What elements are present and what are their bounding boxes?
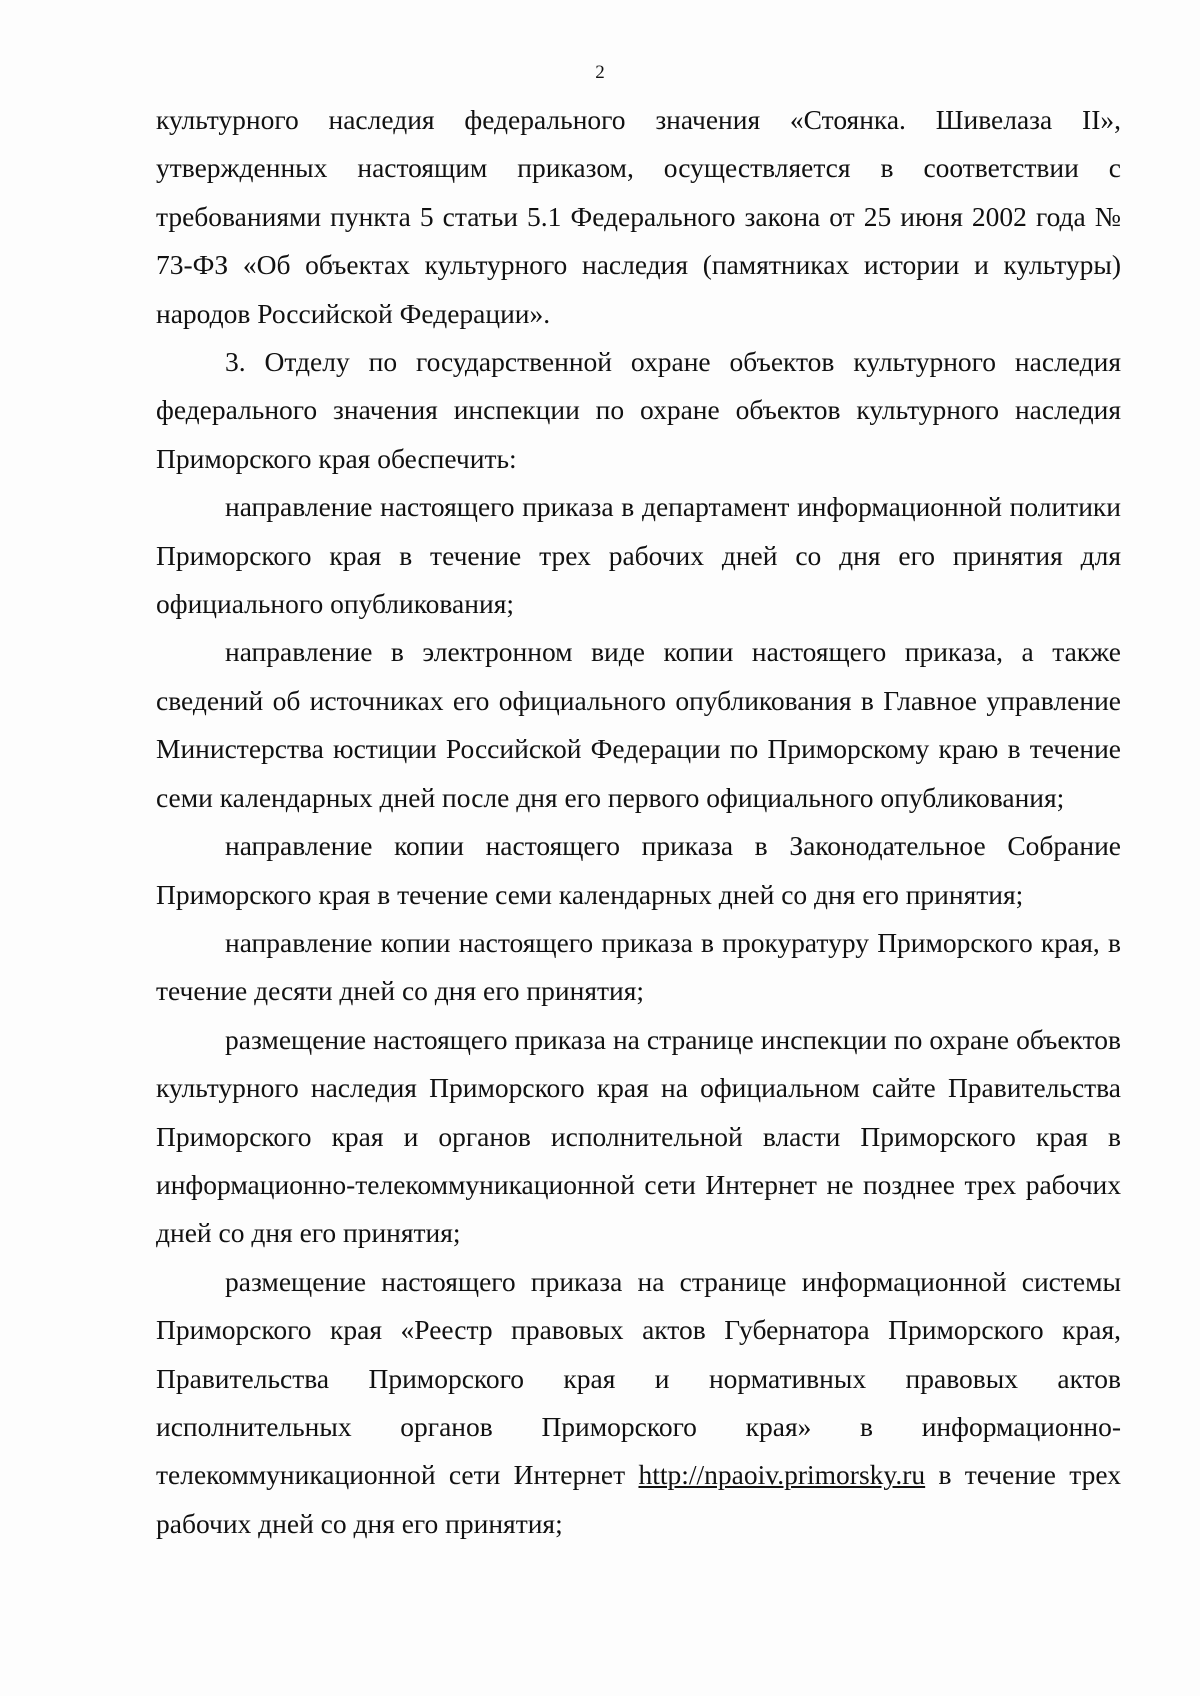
page-number: 2 xyxy=(595,62,605,83)
paragraph-registry xyxy=(156,1258,1121,1548)
document-body xyxy=(156,96,1121,1548)
registry-text-after-link: в течение трех рабочих дней со дня его принятия; xyxy=(156,1459,1121,1539)
paragraph-info-policy: направление настоящего приказа в департамент информационной политики Приморского края в течение трех рабочих дней со дня его принятия для официального опубликования; xyxy=(156,491,1121,620)
paragraph-legislative-assembly: направление копии настоящего приказа в Законодательное Собрание Приморского края в течение семи календарных дней со дня его принятия; xyxy=(156,830,1121,910)
paragraph-ministry-justice: направление в электронном виде копии настоящего приказа, а также сведений об источниках его официального опубликования в Главное управление Министерства юстиции Российской Федерации по Приморскому краю в течение семи календарных дней после дня его первого официального опубликования; xyxy=(156,636,1121,813)
registry-text-before-link: размещение настоящего приказа на странице информационной системы Приморского края «Реестр правовых актов Губернатора Приморского края, Правительства Приморского края и нормативных правовых актов исполнительных органов Приморского края» в информационно-телекоммуникационной сети Интернет xyxy=(156,1265,1121,1491)
paragraph-prosecutor: направление копии настоящего приказа в прокуратуру Приморского края, в течение десяти дней со дня его принятия; xyxy=(156,926,1121,1007)
paragraph-official-site: размещение настоящего приказа на странице инспекции по охране объектов культурного наследия Приморского края на официальном сайте Правительства Приморского края и органов исполнительной власти Приморского края в информационно-телекоммуникационной сети Интернет не позднее трех рабочих дней со дня его принятия; xyxy=(156,1023,1121,1249)
paragraph-item-3: 3. Отделу по государственной охране объектов культурного наследия федерального значения инспекции по охране объектов культурного наследия Приморского края обеспечить: xyxy=(156,346,1121,474)
registry-link[interactable]: http://npaoiv.primorsky.ru xyxy=(638,1459,926,1491)
paragraph-continuation: культурного наследия федерального значения «Стоянка. Шивелаза II», утвержденных настоящим приказом, осуществляется в соответствии с требованиями пункта 5 статьи 5.1 Федерального закона от 25 июня 2002 года № 73-ФЗ «Об объектах культурного наследия (памятниках истории и культуры) народов Российской Федерации». xyxy=(156,104,1121,329)
